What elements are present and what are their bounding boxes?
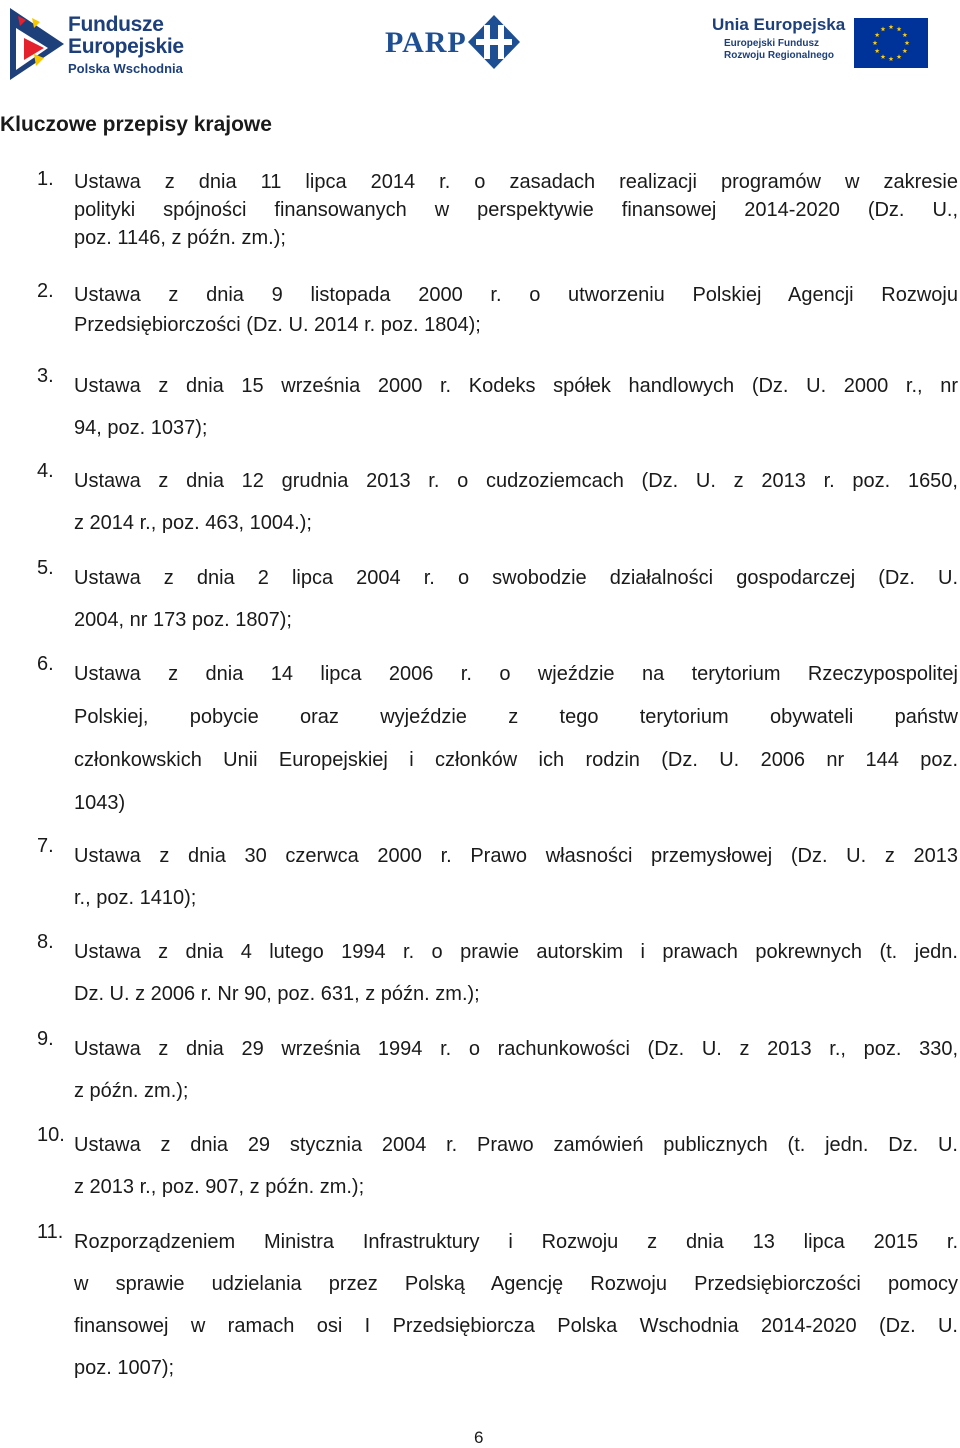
item-number: 4. xyxy=(37,460,54,482)
ue-logo-title: Unia Europejska xyxy=(712,15,846,34)
item-number: 5. xyxy=(37,557,54,579)
unia-europejska-logo xyxy=(712,14,922,72)
item-text: Ustawa z dnia 11 lipca 2014 r. o zasadach realizacji programów w zakresie polityki spójności finansowanych w perspektywie finansowej 2014-2020 (Dz. U., poz. 1146, z późn. zm.); xyxy=(74,171,958,249)
item-text: Ustawa z dnia 2 lipca 2004 r. o swobodzie działalności gospodarczej (Dz. U. 2004, nr 173 poz. 1807); xyxy=(74,567,958,631)
fundusze-europejskie-logo xyxy=(10,8,190,80)
parp-diamond-icon xyxy=(467,14,521,70)
fe-logo-title: Fundusze Europejskie xyxy=(68,13,184,58)
item-number: 9. xyxy=(37,1028,54,1050)
parp-logo xyxy=(385,14,525,72)
item-text: Ustawa z dnia 15 września 2000 r. Kodeks spółek handlowych (Dz. U. 2000 r., nr 94, poz. 1037); xyxy=(74,375,958,439)
item-number: 6. xyxy=(37,653,54,675)
item-text: Ustawa z dnia 29 września 1994 r. o rachunkowości (Dz. U. z 2013 r., poz. 330, z późn. zm.); xyxy=(74,1038,958,1102)
item-text: Ustawa z dnia 4 lutego 1994 r. o prawie autorskim i prawach pokrewnych (t. jedn. Dz. U. z 2006 r. Nr 90, poz. 631, z późn. zm.); xyxy=(74,941,958,1005)
fundusze-europejskie-sign-icon xyxy=(10,8,64,80)
document-title: Kluczowe przepisy krajowe xyxy=(0,113,272,136)
item-number: 7. xyxy=(37,835,54,857)
item-text: Ustawa z dnia 9 listopada 2000 r. o utworzeniu Polskiej Agencji Rozwoju Przedsiębiorczości (Dz. U. 2014 r. poz. 1804); xyxy=(74,284,958,336)
item-text: Ustawa z dnia 12 grudnia 2013 r. o cudzoziemcach (Dz. U. z 2013 r. poz. 1650, z 2014 r., poz. 463, 1004.); xyxy=(74,470,958,534)
item-number: 3. xyxy=(37,365,54,387)
ue-logo-subtitle: Europejski Fundusz Rozwoju Regionalnego xyxy=(724,38,834,61)
eu-flag-icon xyxy=(854,18,928,68)
item-number: 1. xyxy=(37,168,54,190)
fe-logo-subtitle: Polska Wschodnia xyxy=(68,61,183,76)
item-number: 10. xyxy=(37,1124,65,1146)
page-number: 6 xyxy=(474,1428,484,1447)
header-logos xyxy=(0,0,960,90)
item-number: 11. xyxy=(37,1221,64,1243)
item-number: 8. xyxy=(37,931,54,953)
item-text: Rozporządzeniem Ministra Infrastruktury i Rozwoju z dnia 13 lipca 2015 r. w sprawie udzielania przez Polską Agencję Rozwoju Przedsiębiorczości pomocy finansowej w ramach osi I Przedsiębiorcza Polska Wschodnia 2014-2020 (Dz. U. poz. 1007); xyxy=(74,1231,958,1379)
item-number: 2. xyxy=(37,280,54,302)
item-text: Ustawa z dnia 29 stycznia 2004 r. Prawo zamówień publicznych (t. jedn. Dz. U. z 2013 r., poz. 907, z późn. zm.); xyxy=(74,1134,958,1198)
item-text: Ustawa z dnia 14 lipca 2006 r. o wjeździe na terytorium Rzeczypospolitej Polskiej, pobycie oraz wyjeździe z tego terytorium obywateli państw członkowskich Unii Europejskiej i członków ich rodzin (Dz. U. 2006 nr 144 poz. 1043) xyxy=(74,663,958,814)
item-text: Ustawa z dnia 30 czerwca 2000 r. Prawo własności przemysłowej (Dz. U. z 2013 r., poz. 1410); xyxy=(74,845,958,909)
parp-logo-text: PARP xyxy=(385,26,467,59)
